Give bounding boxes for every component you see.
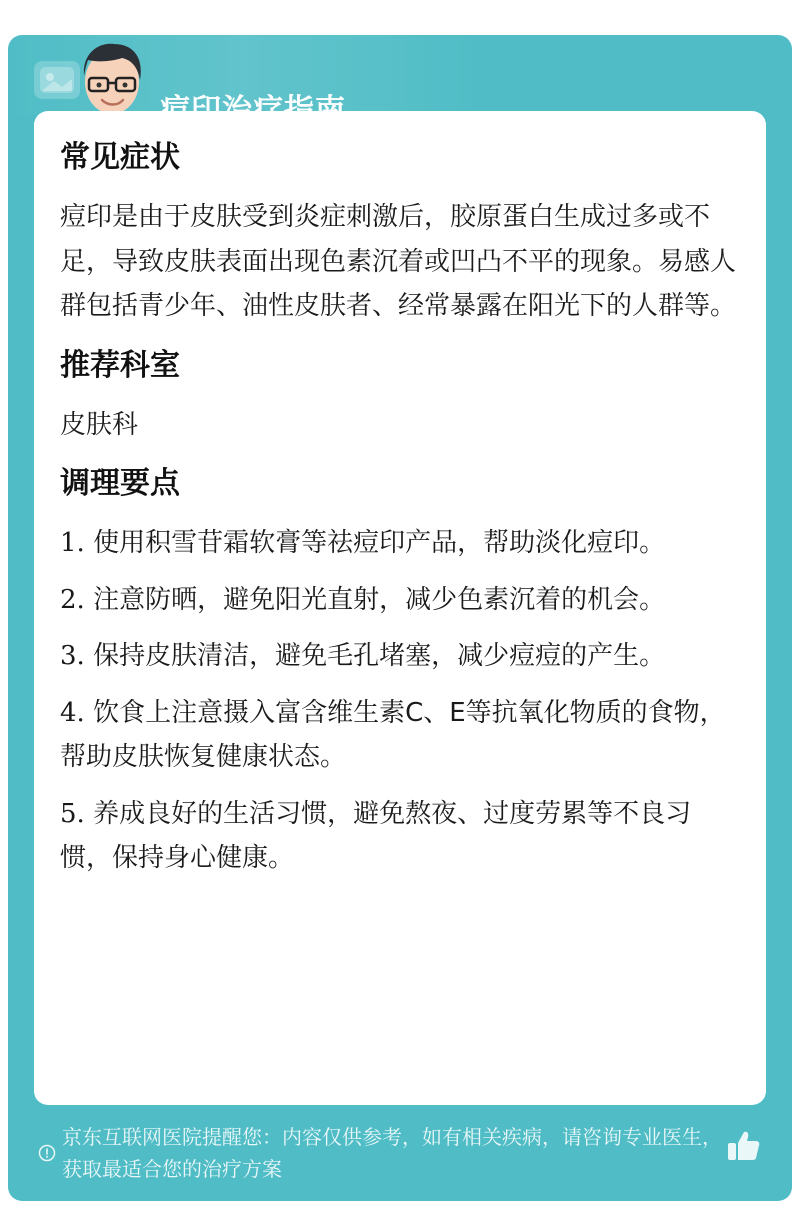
care-item-number: 4. bbox=[60, 697, 85, 728]
care-item-text: 注意防晒，避免阳光直射，减少色素沉着的机会。 bbox=[84, 584, 666, 615]
section-title-symptoms: 常见症状 bbox=[60, 140, 180, 175]
care-item bbox=[60, 792, 740, 881]
symptoms-text: 痘印是由于皮肤受到炎症刺激后，胶原蛋白生成过多或不足，导致皮肤表面出现色素沉着或凹凸不平的现象。易感人群包括青少年、油性皮肤者、经常暴露在阳光下的人群等。 bbox=[60, 202, 737, 321]
care-item-number: 3. bbox=[60, 641, 85, 671]
care-item bbox=[60, 634, 740, 679]
care-item bbox=[60, 521, 740, 566]
content-panel bbox=[34, 111, 766, 1105]
thumbs-up-icon[interactable] bbox=[725, 1128, 761, 1164]
section-title-department: 推荐科室 bbox=[60, 347, 180, 383]
info-icon bbox=[38, 1144, 56, 1162]
care-item bbox=[60, 691, 740, 780]
care-item-text: 保持皮肤清洁，避免毛孔堵塞，减少痘痘的产生。 bbox=[84, 641, 666, 671]
care-item-number: 5. bbox=[60, 798, 85, 829]
care-item-text: 饮食上注意摄入富含维生素C、E等抗氧化物质的食物，帮助皮肤恢复健康状态。 bbox=[60, 697, 726, 772]
care-item-number: 2. bbox=[60, 584, 85, 615]
care-item bbox=[60, 578, 740, 623]
care-item-text: 使用积雪苷霜软膏等祛痘印产品，帮助淡化痘印。 bbox=[84, 528, 666, 558]
section-title-care: 调理要点 bbox=[60, 466, 180, 501]
footer-notice-text: 京东互联网医院提醒您：内容仅供参考，如有相关疾病，请咨询专业医生，获取最适合您的治疗方案 bbox=[62, 1125, 722, 1181]
department-text: 皮肤科 bbox=[60, 409, 139, 440]
care-item-text: 养成良好的生活习惯，避免熬夜、过度劳累等不良习惯，保持身心健康。 bbox=[60, 798, 692, 873]
care-item-number: 1. bbox=[60, 528, 85, 558]
